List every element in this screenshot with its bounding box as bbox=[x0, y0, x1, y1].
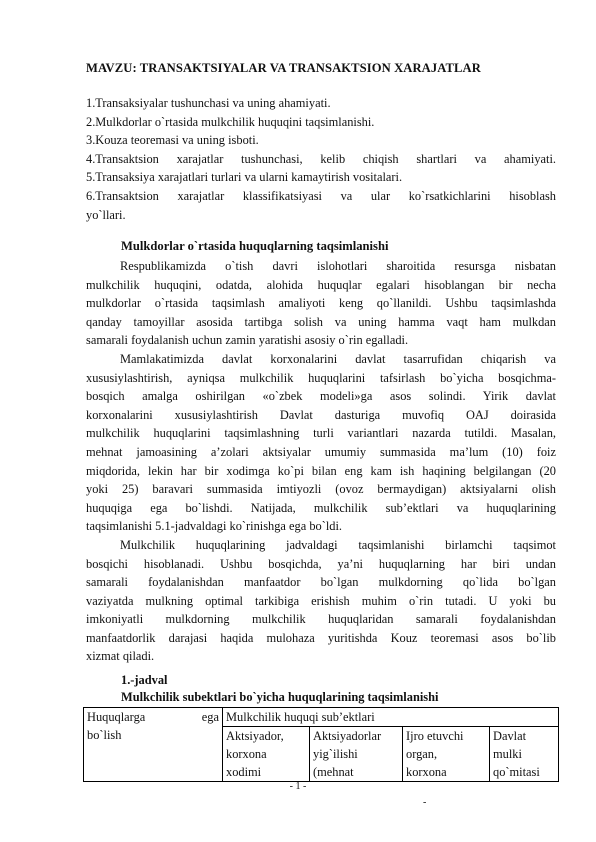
paragraph-line: bosqichi hisoblanadi. Ushbu bosqichda, ya’ni huquqlarning har biri undan bbox=[86, 556, 556, 571]
paragraph-line: samarali foydalanishdan manfaatdor bo`lgan mulkdorning qo`lida bo`lgan bbox=[86, 575, 556, 590]
page-title: MAVZU: TRANSAKTSIYALAR VA TRANSAKTSION XARAJATLAR bbox=[86, 61, 481, 75]
rights-header-word: ega bbox=[201, 710, 219, 724]
plan-item: 2.Mulkdorlar o`rtasida mulkchilik huquqini taqsimlanishi. bbox=[86, 114, 375, 129]
page-number: - 1 - bbox=[289, 781, 307, 792]
paragraph-line: Respublikamizda o`tish davri islohotlari sharoitida resursga nisbatan bbox=[120, 259, 556, 273]
paragraph-line: vaziyatda mulkning optimal tarkibiga erishish muhim o`rin tutadi. U yoki bu bbox=[86, 593, 556, 608]
plan-item: 6.Transaktsion xarajatlar klassifikatsiyasi va ular ko`rsatkichlarini hisoblash bbox=[86, 188, 556, 203]
paragraph-line: mulkchilik huquqini, odatda, alohida huquqlar egalari hisoblangan bir necha bbox=[86, 277, 556, 292]
table-label: 1.-jadval bbox=[121, 673, 168, 687]
table-header-row bbox=[84, 708, 559, 727]
table-title: Mulkchilik subektlari bo`yicha huquqlarining taqsimlanishi bbox=[121, 690, 439, 704]
subject-column-cell: Ijro etuvchi organ, korxona bbox=[403, 727, 490, 782]
rights-header-line: bo`lish bbox=[87, 728, 122, 742]
rights-distribution-table bbox=[83, 707, 559, 782]
plan-item: 5.Transaksiya xarajatlari turlari va ularni kamaytirish vositalari. bbox=[86, 170, 403, 185]
plan-item: 4.Transaktsion xarajatlar tushunchasi, kelib chiqish shartlari va ahamiyati. bbox=[86, 151, 556, 166]
paragraph-line: Mamlakatimizda davlat korxonalarini davlat tasarrufidan chiqarish va bbox=[120, 351, 556, 366]
paragraph-line: samarali foydalanish uchun zamin yaratishi asosiy o`rin egalladi. bbox=[86, 333, 409, 348]
paragraph-line: mehnat jamoasining a’zolari aktsiyalar umumiy summasida ma’lum (10) foiz bbox=[86, 444, 556, 459]
paragraph-line: miqdorida, lekin har bir xodimga ko`pi bilan eng kam ish haqining belgilangan (20 bbox=[86, 463, 556, 478]
subject-column-cell: Aktsiyadorlar yig`ilishi (mehnat bbox=[310, 727, 403, 782]
paragraph-line: manfaatdorlik darajasi haqida mulohaza yuritishda Kouz teoremasi asos bo`lib bbox=[86, 630, 556, 645]
subjects-header-cell: Mulkchilik huquqi sub’ektlari bbox=[223, 708, 559, 727]
paragraph-line: mulkdorlar o`rtasida taqsimlash amaliyoti keng qo`llanildi. Ushbu taqsimlashda bbox=[86, 296, 556, 311]
footer-mark: - bbox=[423, 797, 427, 808]
topic-plan-list bbox=[86, 94, 556, 224]
paragraph-line: imkoniyatli mulkdorning mulkchilik huquqlaridan samarali foydalanishdan bbox=[86, 612, 556, 627]
paragraph-line: xususiylashtirish, ayniqsa mulkchilik huquqlarini tafsirlash bo`yicha bosqichma- bbox=[86, 370, 556, 385]
section-heading: Mulkdorlar o`rtasida huquqlarning taqsimlanishi bbox=[121, 239, 389, 253]
paragraph-line: huquqiga ega bo`lishdi. Natijada, mulkchilik sub’ektlari va huquqlarining bbox=[86, 500, 556, 515]
plan-item-continuation: yo`llari. bbox=[86, 207, 126, 222]
paragraph-line: Mulkchilik huquqlarining jadvaldagi taqsimlanishi birlamchi taqsimot bbox=[120, 537, 556, 552]
subject-column-cell: Davlat mulki qo`mitasi bbox=[490, 727, 559, 782]
paragraph-line: xizmat qiladi. bbox=[86, 649, 155, 664]
rights-header-cell bbox=[84, 708, 223, 782]
plan-item: 3.Kouza teoremasi va uning isboti. bbox=[86, 133, 259, 148]
paragraph-line: korxonalarini xususiylashtirish Davlat dasturiga muvofiq OAJ doirasida bbox=[86, 407, 556, 422]
subject-column-cell: Aktsiyador, korxona xodimi bbox=[223, 727, 310, 782]
paragraph-line: taqsimlanishi 5.1-jadvaldagi ko`rinishga ega bo`ldi. bbox=[86, 519, 343, 534]
paragraph-line: yoki 25) baravari summasida imtiyozli (ovoz bermaydigan) aktsiyalarni olish bbox=[86, 482, 556, 497]
paragraph-line: qanday tamoyillar asosida tartibga solish va uning hamma vaqt ham mulkdan bbox=[86, 314, 556, 329]
paragraph-line: bosqich amalga oshirilgan «o`zbek modeli»ga asos solindi. Yirik davlat bbox=[86, 389, 556, 404]
body-text bbox=[86, 257, 556, 666]
rights-header-word: Huquqlarga bbox=[87, 710, 146, 724]
paragraph-line: mulkchilik huquqlarini taqsimlashning turli variantlari nazarda tutildi. Masalan, bbox=[86, 426, 556, 441]
plan-item: 1.Transaksiyalar tushunchasi va uning ahamiyati. bbox=[86, 96, 331, 110]
